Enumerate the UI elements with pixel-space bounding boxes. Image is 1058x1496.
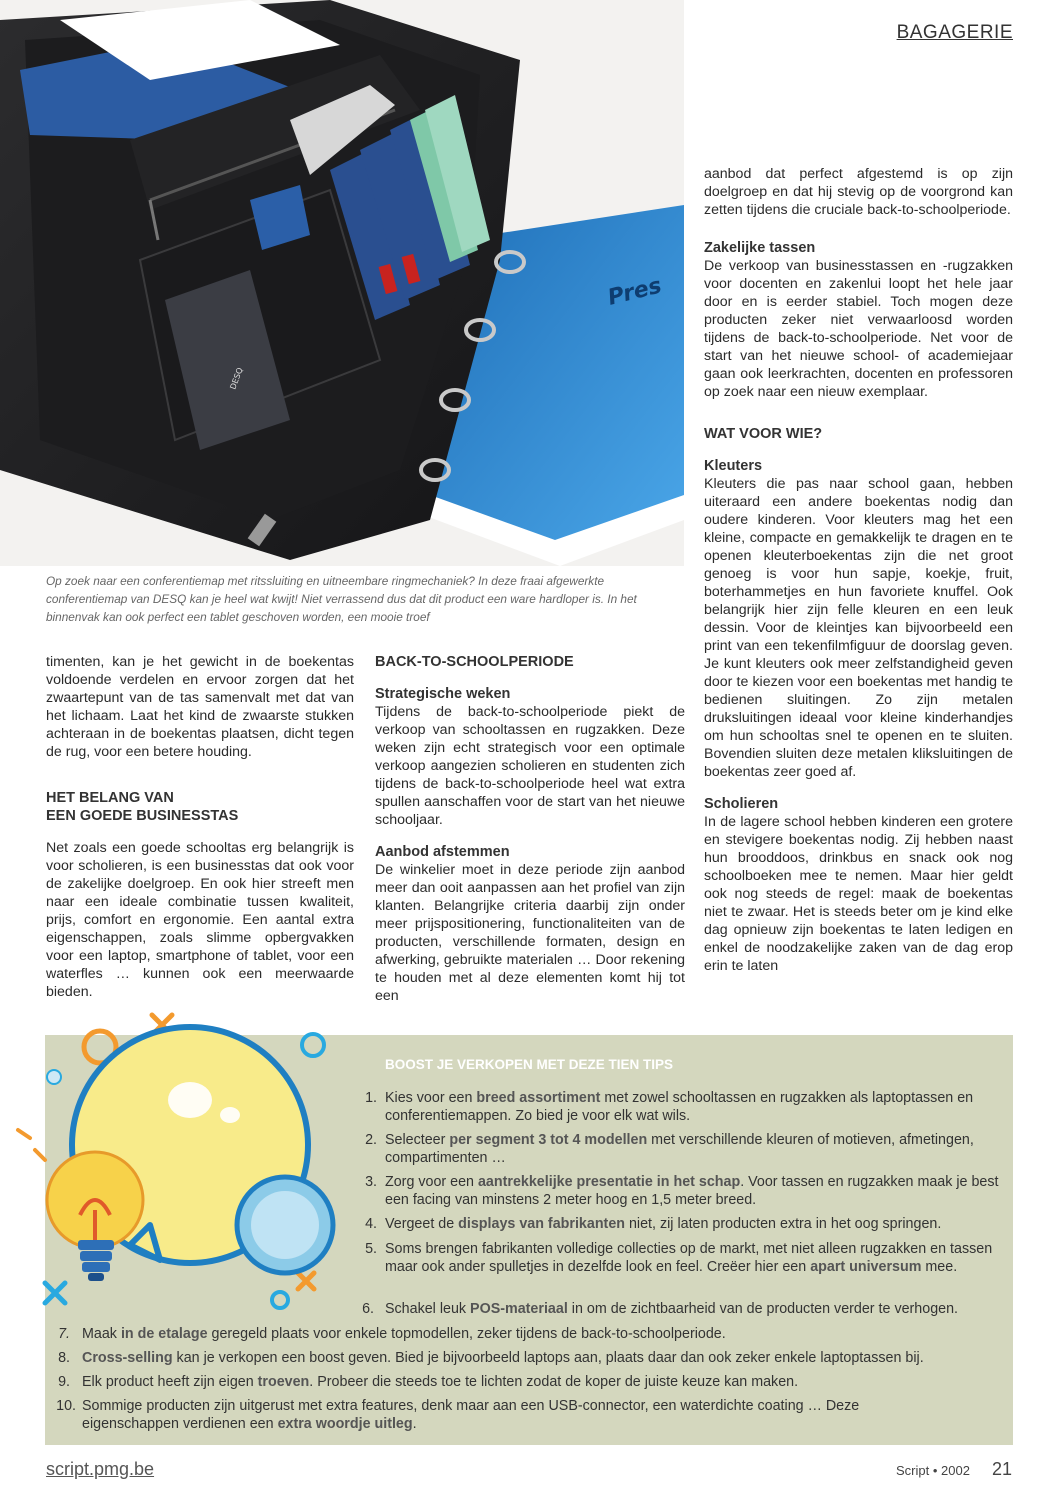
tip-item (357, 1173, 1013, 1209)
col3-paragraph-0: aanbod dat perfect afgestemd is op zijn doelgroep en dat hij stevig op de voorgrond kan zetten tijdens die cruciale back-to-schoolperiode. (704, 166, 1013, 218)
tip-highlight: Cross-selling (82, 1350, 173, 1366)
col3-paragraph-2: Kleuters die pas naar school gaan, hebben uiteraard een andere boekentas nodig dan oudere kinderen. Voor kleuters mag het een kleine, compacte en gemakkelijk te dragen en te openen kleuterboekentas zijn die net groot genoeg is voor hun sapje, koekje, fruit, boterhammetjes en hun favoriete knuffel. Ook belangrijk hier zijn felle kleuren en een leuk dessin. Voor de kleintjes kan bijvoorbeeld een print van een tekenfilmfiguur de doorslag geven. Je kunt kleuters ook meer zelfstandigheid geven door te kiezen voor een boekentas met handig te bedienen sluitingen. Zo zijn metalen druksluitingen ideaal voor kleine kinderhandjes om hun schooltas snel te openen en te sluiten. Bovendien sluiten deze metalen kliksluitingen de boekentas zeer goed af. (704, 476, 1013, 780)
col3-subheading-1: Zakelijke tassen (704, 240, 816, 256)
tip-text: Zorg voor een (385, 1174, 478, 1190)
tip-text: kan je verkopen een boost geven. Bied je bijvoorbeeld laptops aan, plaats daar dan ook zeker enkele laptoptassen bij. (172, 1350, 924, 1366)
tip-item (357, 1089, 1013, 1125)
col2-subheading-2: Aanbod afstemmen (375, 844, 510, 860)
tip-number: 4. (365, 1216, 377, 1232)
tip-text: met zowel schooltassen en rugzakken als laptoptassen en conferentiemappen. Zo bied je voor elk wat wils. (385, 1090, 974, 1124)
tip-text: . (412, 1416, 417, 1432)
cover-text: Pres (605, 273, 665, 311)
tip-text: Sommige producten zijn uitgerust met extra features, denk maar aan een USB-connector, een waterdichte coating … Deze eigenschappen verdienen een (82, 1398, 860, 1432)
section-label: BAGAGERIE (896, 22, 1013, 43)
col3-paragraph-1: De verkoop van businesstassen en -rugzakken voor docenten en zakenlui loopt het hele jaar door en is eerder stabiel. Toch mogen deze producten zeker niet verwaarloosd worden tijdens de back-to-schoolperiode. Net voor de start van het nieuwe school- of academiejaar gaan ook leerkrachten, docenten en professoren op zoek naar een nieuw exemplaar. (704, 258, 1013, 400)
column-3 (704, 165, 1013, 975)
col2-paragraph-2: De winkelier moet in deze periode zijn aanbod meer dan ooit aanpassen aan het profiel van zijn klanten. Belangrijke criteria daarbij zijn onder meer prijspositionering, functionaliteiten van de producten, verschillende formaten, design en afwerking, gebruikte materialen … Door rekening te houden met al deze elementen komt hij tot een (375, 862, 685, 1004)
col1-paragraph-2: Net zoals een goede schooltas erg belangrijk is voor scholieren, is een businesstas dat ook voor de zakelijke doelgroep. En ook hier streeft men naar een ideale combinatie tussen kwaliteit, prijs, comfort en ergonomie. Een aantal extra eigenschappen, zoals slimme opbergvakken voor een laptop, smartphone of tablet, voor een waterfles … kunnen ook een meerwaarde bieden. (46, 840, 354, 1000)
photo-caption: Op zoek naar een conferentiemap met ritssluiting en uitneembare ringmechaniek? In deze fraai afgewerkte conferentiemap van DESQ kan je heel wat kwijt! Niet verrassend dus dat dit product een ware hardloper is. In het binnenvak kan ook perfect een tablet geschoven worden, een mooie troef (46, 574, 637, 624)
tip-text: Selecteer (385, 1132, 450, 1148)
tip-number: 5. (365, 1241, 377, 1257)
tip-number: 6. (362, 1301, 374, 1317)
tips-title: BOOST JE VERKOPEN MET DEZE TIEN TIPS (384, 1057, 674, 1072)
tip-number: 3. (365, 1174, 377, 1190)
tip-text: mee. (921, 1259, 958, 1275)
tip-text: Elk product heeft zijn eigen (82, 1374, 258, 1390)
tip-item (357, 1215, 1013, 1233)
tip-text: Maak (82, 1326, 121, 1342)
col1-paragraph-1: timenten, kan je het gewicht in de boekentas voldoende verdelen en ervoor zorgen dat het zwaartepunt van de tas samenvalt met dat van het lichaam. Laat het kind de zwaarste stukken achteraan in de boekentas plaatsen, dicht tegen de rug, voor een betere houding. (46, 654, 354, 760)
product-photo (0, 0, 684, 566)
tip-text: . Voor tassen en rugzakken maak je best een facing van minstens 2 meter hoog en 1,5 meter breed. (385, 1174, 999, 1208)
tip-highlight: apart universum (810, 1259, 922, 1275)
tip-item (50, 1349, 1013, 1367)
tip-number: 10. (56, 1398, 76, 1414)
col2-heading: BACK-TO-SCHOOLPERIODE (375, 654, 574, 670)
column-1 (46, 653, 354, 1001)
col2-subheading-1: Strategische weken (375, 686, 511, 702)
tip-text: Kies voor een (385, 1090, 477, 1106)
footer-issue: Script • 2002 (896, 1463, 970, 1478)
tip-text: met verschillende kleuren of motieven, afmetingen, compartimenten … (385, 1132, 974, 1166)
tip-text: niet, zij laten producten extra in het oog springen. (625, 1216, 942, 1232)
lightbulb-speech-bubbles-illustration (0, 1005, 360, 1325)
tip-number: 7. (58, 1326, 70, 1342)
tip-number: 9. (58, 1374, 70, 1390)
tip-text: in om de zichtbaarheid van de producten verder te verhogen. (567, 1301, 959, 1317)
tip-item (50, 1373, 1013, 1391)
tip-text: geregeld plaats voor enkele topmodellen, zeker tijdens de back-to-schoolperiode. (207, 1326, 726, 1342)
column-2 (375, 653, 685, 1005)
page-number: 21 (992, 1459, 1013, 1479)
col3-heading: WAT VOOR WIE? (704, 426, 823, 442)
col1-heading-line-2: EEN GOEDE BUSINESSTAS (46, 808, 239, 824)
tip-number: 8. (58, 1350, 70, 1366)
tip-highlight: aantrekkelijke presentatie in het schap (477, 1174, 741, 1190)
conference-folder-illustration (0, 0, 684, 566)
tip-text: Vergeet de (385, 1216, 459, 1232)
tip-item (50, 1325, 1013, 1343)
tip-highlight: breed assortiment (476, 1090, 601, 1106)
tip-item (50, 1397, 870, 1433)
tip-item (350, 1300, 1013, 1318)
tip-highlight: in de etalage (120, 1326, 208, 1342)
tip-text: Schakel leuk (385, 1301, 471, 1317)
tip-number: 2. (365, 1132, 377, 1148)
col1-heading-line-1: HET BELANG VAN (46, 790, 174, 806)
tip-item (357, 1240, 1013, 1276)
col3-subheading-3: Scholieren (704, 796, 779, 812)
tip-highlight: troeven (257, 1374, 310, 1390)
tip-item (357, 1131, 1013, 1167)
tip-highlight: displays van fabrikanten (458, 1216, 625, 1232)
tip-highlight: per segment 3 tot 4 modellen (449, 1132, 648, 1148)
tip-text: . Probeer die steeds toe te lichten zodat de koper de juiste keuze kan maken. (309, 1374, 799, 1390)
footer-website-link[interactable]: script.pmg.be (46, 1459, 155, 1479)
tip-number: 1. (365, 1090, 377, 1106)
tip-highlight: POS-materiaal (470, 1301, 568, 1317)
tip-text: Soms brengen fabrikanten volledige collecties op de markt, met niet alleen rugzakken en tassen maar ook ander spulletjes in dezelfde look en feel. Creëer hier een (385, 1241, 993, 1275)
col2-paragraph-1: Tijdens de back-to-schoolperiode piekt de verkoop van schooltassen en rugzakken. Deze weken zijn echt strategisch voor een optimale verkoop aangezien scholieren en studenten zich tijdens de back-to-schoolperiode heel wat extra spullen aanschaffen voor de start van het nieuwe schooljaar. (375, 704, 685, 828)
brand-label: DESQ (228, 366, 245, 391)
col3-subheading-2: Kleuters (704, 458, 763, 474)
col3-paragraph-3: In de lagere school hebben kinderen een grotere en stevigere boekentas nodig. Zij hebben naast hun brooddoos, drinkbus en snack ook nog schoolboeken mee te nemen. Maar hier geldt ook nog steeds de regel: maak de boekentas niet te zwaar. Het is steeds beter om je kind elke dag opnieuw zijn boekentas te laten ledigen en enkel de noodzakelijke zaken van de dag erop erin te laten (704, 814, 1013, 974)
tip-highlight: extra woordje uitleg (277, 1416, 413, 1432)
